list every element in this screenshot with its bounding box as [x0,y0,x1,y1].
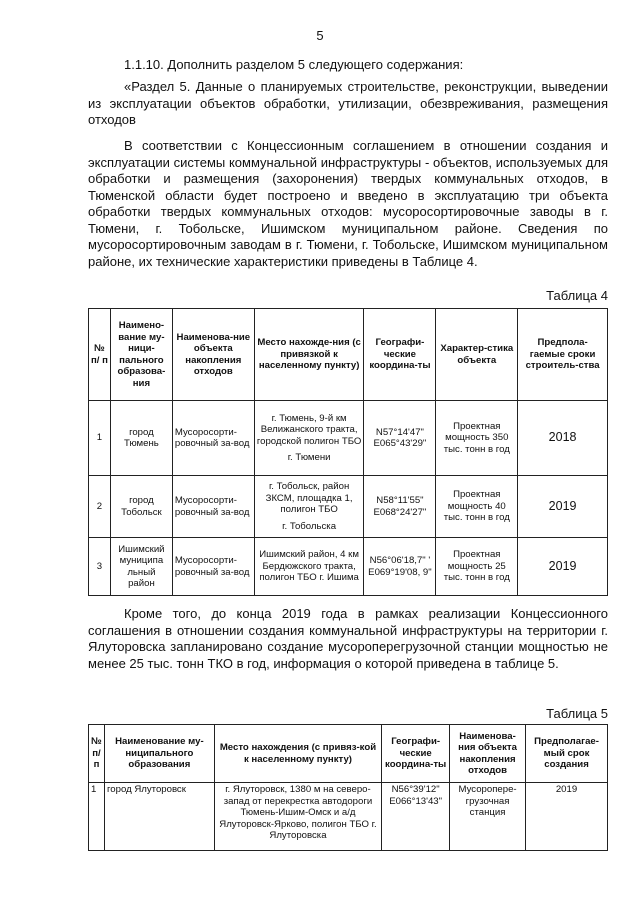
row-number: 1 [89,401,111,476]
table-5 [88,724,608,851]
municipality-cell: Ишимский муниципа льный район [110,538,172,596]
table5-header: Предполагае-мый срок создания [526,725,608,783]
table4-header: Предпола-гаемые сроки строитель-ства [518,309,608,401]
table5-caption: Таблица 5 [546,706,608,721]
coords-cell: N56°39'12" E066°13'43" [382,783,450,851]
coords-cell: N56°06'18,7" ' E069°19'08, 9" [364,538,436,596]
municipality-cell: город Тюмень [110,401,172,476]
coords-cell: N58°11'55" E068°24'27" [364,476,436,538]
row-number: 1 [89,783,105,851]
page-number: 5 [316,28,324,43]
table5-header: Место нахождения (с привяз-кой к населенному пункту) [214,725,381,783]
table-4 [88,308,608,596]
table-row [89,401,608,476]
object-cell: Мусоросорти-ровочный за-вод [172,401,254,476]
location-cell: г. Ялуторовск, 1380 м на северо-запад от перекрестка автодороги Тюмень-Ишим-Омск и а/д Ялуторовск-Ярково, полигон ТБО г. Ялуторовска [214,783,381,851]
table-row [89,538,608,596]
term-cell: 2019 [518,538,608,596]
table4-header: Место нахожде-ния (с привязкой к населенному пункту) [254,309,364,401]
object-cell: Мусороперe-грузочная станция [450,783,526,851]
term-cell: 2019 [526,783,608,851]
table5-header: Наименование му-ниципального образования [104,725,214,783]
table4-header-row [89,309,608,401]
paragraph-4: Кроме того, до конца 2019 года в рамках реализации Концессионного соглашения в отношении создания коммунальной инфраструктуры на территории г. Ялуторовска запланировано создание мусороперегрузочной станции мощностью не менее 25 тыс. тонн ТКО в год, информация о которой приведена в таблице 5. [88,606,608,671]
location-text: г. Тобольск, район ЗКСМ, площадка 1, полигон ТБО [265,481,353,515]
location-sub: г. Тобольска [282,520,337,532]
term-cell: 2018 [518,401,608,476]
characteristic-cell: Проектная мощность 350 тыс. тонн в год [436,401,518,476]
table4-caption: Таблица 4 [546,288,608,303]
location-cell [254,476,364,538]
coords-cell: N57°14'47" E065°43'29" [364,401,436,476]
location-cell [254,401,364,476]
table5-header: Географи-ческие координа-ты [382,725,450,783]
table5-header-row [89,725,608,783]
municipality-cell: город Тобольск [110,476,172,538]
location-sub: г. Тюмени [287,452,331,463]
table4-header: Характер-стика объекта [436,309,518,401]
table5-header: Наименова-ния объекта накопления отходов [450,725,526,783]
characteristic-cell: Проектная мощность 40 тыс. тонн в год [436,476,518,538]
table5-header: № п/ п [89,725,105,783]
paragraph-3: В соответствии с Концессионным соглашением в отношении создания и эксплуатации системы коммунальной инфраструктуры - объектов, используемых для обработки и размещения (захоронения) твердых коммунальных отходов, в Тюменской области будет построено и введено в эксплуатацию три объекта обработки твердых коммунальных отходов: мусоросортировочные заводы в г. Тюмени, г. Тобольске, Ишимском муниципальном районе. Сведения по мусоросортировочным заводам в г. Тюмени, г. Тобольске, Ишимском муниципальном районе, их технические характеристики приведены в Таблице 4. [88,138,608,269]
object-cell: Мусоросорти-ровочный за-вод [172,476,254,538]
location-text: г. Тюмень, 9-й км Велижанского тракта, городской полигон ТБО [256,412,362,447]
table4-header: Наименова-ние объекта накопления отходов [172,309,254,401]
paragraph-2: «Раздел 5. Данные о планируемых строительстве, реконструкции, выведении из эксплуатации объектов обработки, утилизации, обезвреживания, размещения отходов [88,79,608,127]
table4-header: Географи-ческие координа-ты [364,309,436,401]
table4-header: № п/ п [89,309,111,401]
table4-header: Наимено-вание му-ници-пального образова-ния [110,309,172,401]
term-cell: 2019 [518,476,608,538]
location-cell: Ишимский район, 4 км Бердюжского тракта, полигон ТБО г. Ишима [254,538,364,596]
table-row [89,476,608,538]
paragraph-1: 1.1.10. Дополнить разделом 5 следующего содержания: [124,57,464,72]
object-cell: Мусоросорти-ровочный за-вод [172,538,254,596]
municipality-cell: город Ялуторовск [104,783,214,851]
row-number: 3 [89,538,111,596]
table-row [89,783,608,851]
row-number: 2 [89,476,111,538]
characteristic-cell: Проектная мощность 25 тыс. тонн в год [436,538,518,596]
